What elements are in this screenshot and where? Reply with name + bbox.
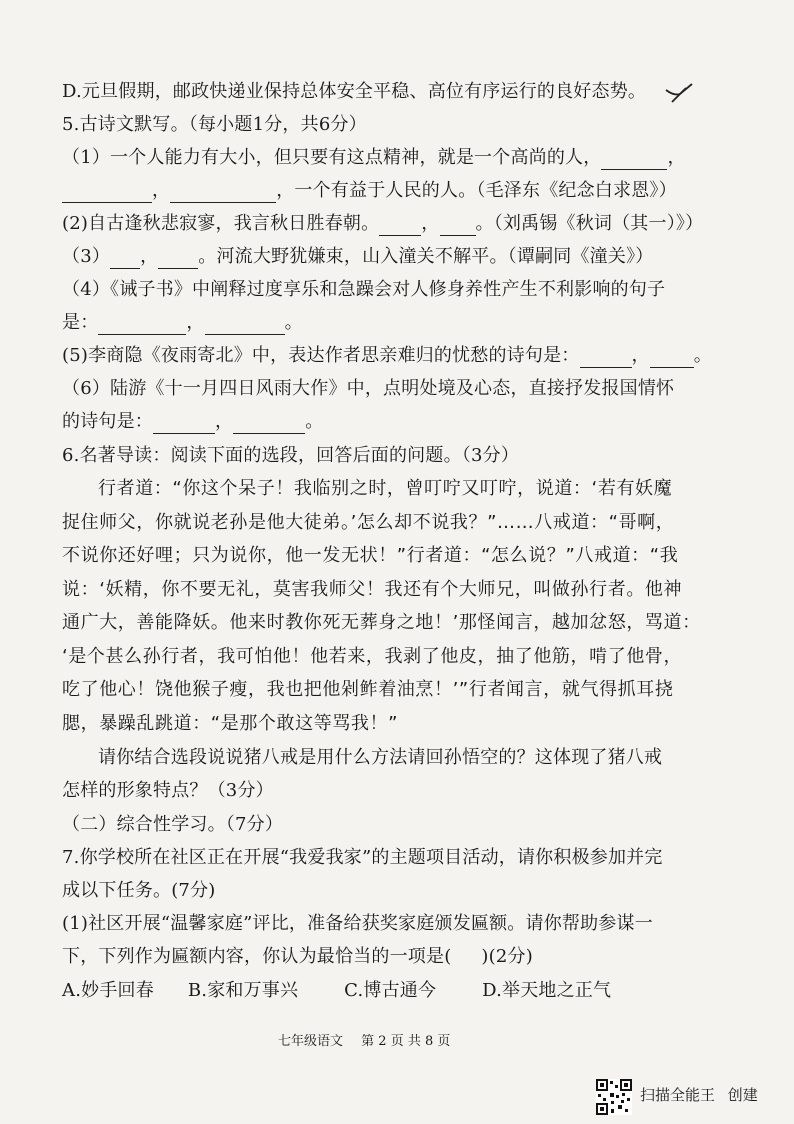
passage-line	[62, 712, 742, 736]
q7-line-b	[62, 879, 742, 903]
answer-blank[interactable]	[158, 250, 198, 269]
option-d[interactable]: D.举天地之正气	[482, 980, 612, 1001]
q5-3-line: （3） ， 。河流大野犹嫌束，山入潼关不解平。（谭嗣同《潼关》）	[62, 246, 654, 267]
option-a[interactable]: A.妙手回春	[62, 980, 154, 1001]
q5-6-line-a	[62, 377, 742, 401]
text: D.元旦假期，邮政快递业保持总体安全平稳、高位有序运行的良好态势。	[62, 81, 647, 102]
q5-4-line-b: 是： ， 。	[62, 312, 303, 333]
text: ‘是个甚么孙行者，我可怕他！他若来，我剥了他皮，抽了他筋，啃了他骨，	[62, 646, 683, 667]
text: 通广大，善能降妖。他来时教你死无葬身之地！’那怪闻言，越加忿怒，骂道：	[62, 612, 701, 633]
passage-line	[62, 578, 742, 602]
text: （1）一个人能力有大小，但只要有这点精神，就是一个高尚的人，	[62, 147, 602, 168]
answer-blank[interactable]	[98, 316, 186, 335]
q6-question-b	[62, 779, 742, 803]
text: 不说你还好哩；只为说你，他一发无状！”行者道：“怎么说？”八戒道：“我	[62, 545, 679, 566]
answer-blank[interactable]	[233, 415, 305, 434]
passage-line	[62, 511, 742, 535]
answer-blank[interactable]	[379, 217, 421, 236]
answer-blank[interactable]	[580, 349, 632, 368]
text: 怎样的形象特点？（3分）	[62, 780, 274, 801]
answer-blank[interactable]	[153, 415, 215, 434]
text: （3）	[62, 246, 111, 267]
q5-4-line-a	[62, 278, 742, 302]
text: (1)社区开展“温馨家庭”评比，准备给获奖家庭颁发匾额。请你帮助参谋一	[62, 913, 653, 934]
answer-blank[interactable]	[205, 316, 285, 335]
answer-paren[interactable]	[451, 951, 481, 969]
text: (2)自古逢秋悲寂寥，我言秋日胜春朝。	[62, 213, 380, 234]
text: 。（刘禹锡《秋词（其一）》）	[475, 213, 704, 234]
text: (5)李商隐《夜雨寄北》中，表达作者思亲难归的忧愁的诗句是：	[62, 345, 580, 366]
text: 行者道：“你这个呆子！我临别之时，曾叮咛又叮咛，说道：‘若有妖魔	[98, 478, 673, 499]
answer-blank[interactable]	[110, 250, 140, 269]
passage-line	[62, 611, 742, 635]
text: 成以下任务。(7分)	[62, 880, 216, 901]
section-2-title	[62, 813, 742, 837]
text: ，一个有益于人民的人。（毛泽东《纪念白求恩》）	[276, 180, 677, 201]
scanner-watermark	[640, 1084, 766, 1105]
text: 。河流大野犹嫌束，山入潼关不解平。（谭嗣同《潼关》）	[198, 246, 654, 267]
answer-blank[interactable]	[650, 349, 694, 368]
text: 腮，暴躁乱跳道：“是那个敢这等骂我！”	[62, 713, 399, 734]
q7-1-line-a	[62, 912, 742, 936]
q6-question-a	[98, 746, 778, 770]
q6-title	[62, 444, 742, 468]
text: （6）陆游《十一月四日风雨大作》中，点明处境及心态，直接抒发报国情怀	[62, 378, 675, 399]
q5-title	[62, 113, 742, 137]
text: 下，下列作为匾额内容，你认为最恰当的一项是(	[62, 946, 452, 967]
scanner-app-name: 扫描全能王	[640, 1086, 716, 1104]
text: 是：	[62, 312, 99, 333]
scanner-action: 创建	[727, 1086, 758, 1104]
text: 7.你学校所在社区正在开展“我爱我家”的主题项目活动，请你积极参加并完	[62, 847, 663, 868]
text: 的诗句是：	[62, 411, 153, 432]
page-footer	[278, 1030, 464, 1049]
text: )(2分)	[481, 946, 533, 967]
passage-line	[62, 544, 742, 568]
q7-1-line-b	[62, 945, 742, 969]
text: 捉住师父，你就说老孙是他大徒弟。’怎么却不说我？”……八戒道：“哥啊，	[62, 512, 675, 533]
q5-5-line: (5)李商隐《夜雨寄北》中，表达作者思亲难归的忧愁的诗句是： ， 。	[62, 345, 712, 366]
text: 6.名著导读：阅读下面的选段，回答后面的问题。（3分）	[62, 445, 520, 466]
q5-6-line-b: 的诗句是： ， 。	[62, 411, 324, 432]
answer-blank[interactable]	[601, 151, 667, 170]
qr-code-icon	[596, 1079, 632, 1115]
text: 请你结合选段说说猪八戒是用什么方法请回孙悟空的？这体现了猪八戒	[98, 747, 663, 768]
passage-line	[62, 645, 742, 669]
option-c[interactable]: C.博古通今	[344, 980, 437, 1001]
answer-blank[interactable]	[440, 217, 476, 236]
text: 吃了他心！饶他猴子瘦，我也把他剁鲊着油烹！’”行者闻言，就气得抓耳挠	[62, 679, 674, 700]
answer-blank[interactable]	[62, 184, 152, 203]
text: 说：‘妖精，你不要无礼，莫害我师父！我还有个大师兄，叫做孙行者。他神	[62, 579, 683, 600]
answer-blank[interactable]	[170, 184, 276, 203]
check-mark-icon	[664, 82, 694, 104]
text: （4）《诫子书》中阐释过度享乐和急躁会对人修身养性产生不利影响的句子	[62, 279, 666, 300]
passage-line	[98, 477, 778, 501]
q7-line-a	[62, 846, 742, 870]
q5-2-line: (2)自古逢秋悲寂寥，我言秋日胜春朝。 ， 。（刘禹锡《秋词（其一）》）	[62, 213, 704, 234]
text: （二）综合性学习。（7分）	[62, 814, 284, 835]
passage-line	[62, 678, 742, 702]
footer-page-number: 第 2 页 共 8 页	[361, 1034, 451, 1049]
q5-1-line-b: ， ，一个有益于人民的人。（毛泽东《纪念白求恩》）	[62, 179, 742, 203]
footer-subject: 七年级语文	[278, 1034, 344, 1049]
option-b[interactable]: B.家和万事兴	[187, 980, 299, 1001]
q5-1-line-a: （1）一个人能力有大小，但只要有这点精神，就是一个高尚的人， ，	[62, 147, 686, 168]
text: 5.古诗文默写。（每小题1分，共6分）	[62, 114, 367, 135]
q7-1-options	[62, 979, 742, 1003]
option-d-line	[62, 80, 742, 104]
